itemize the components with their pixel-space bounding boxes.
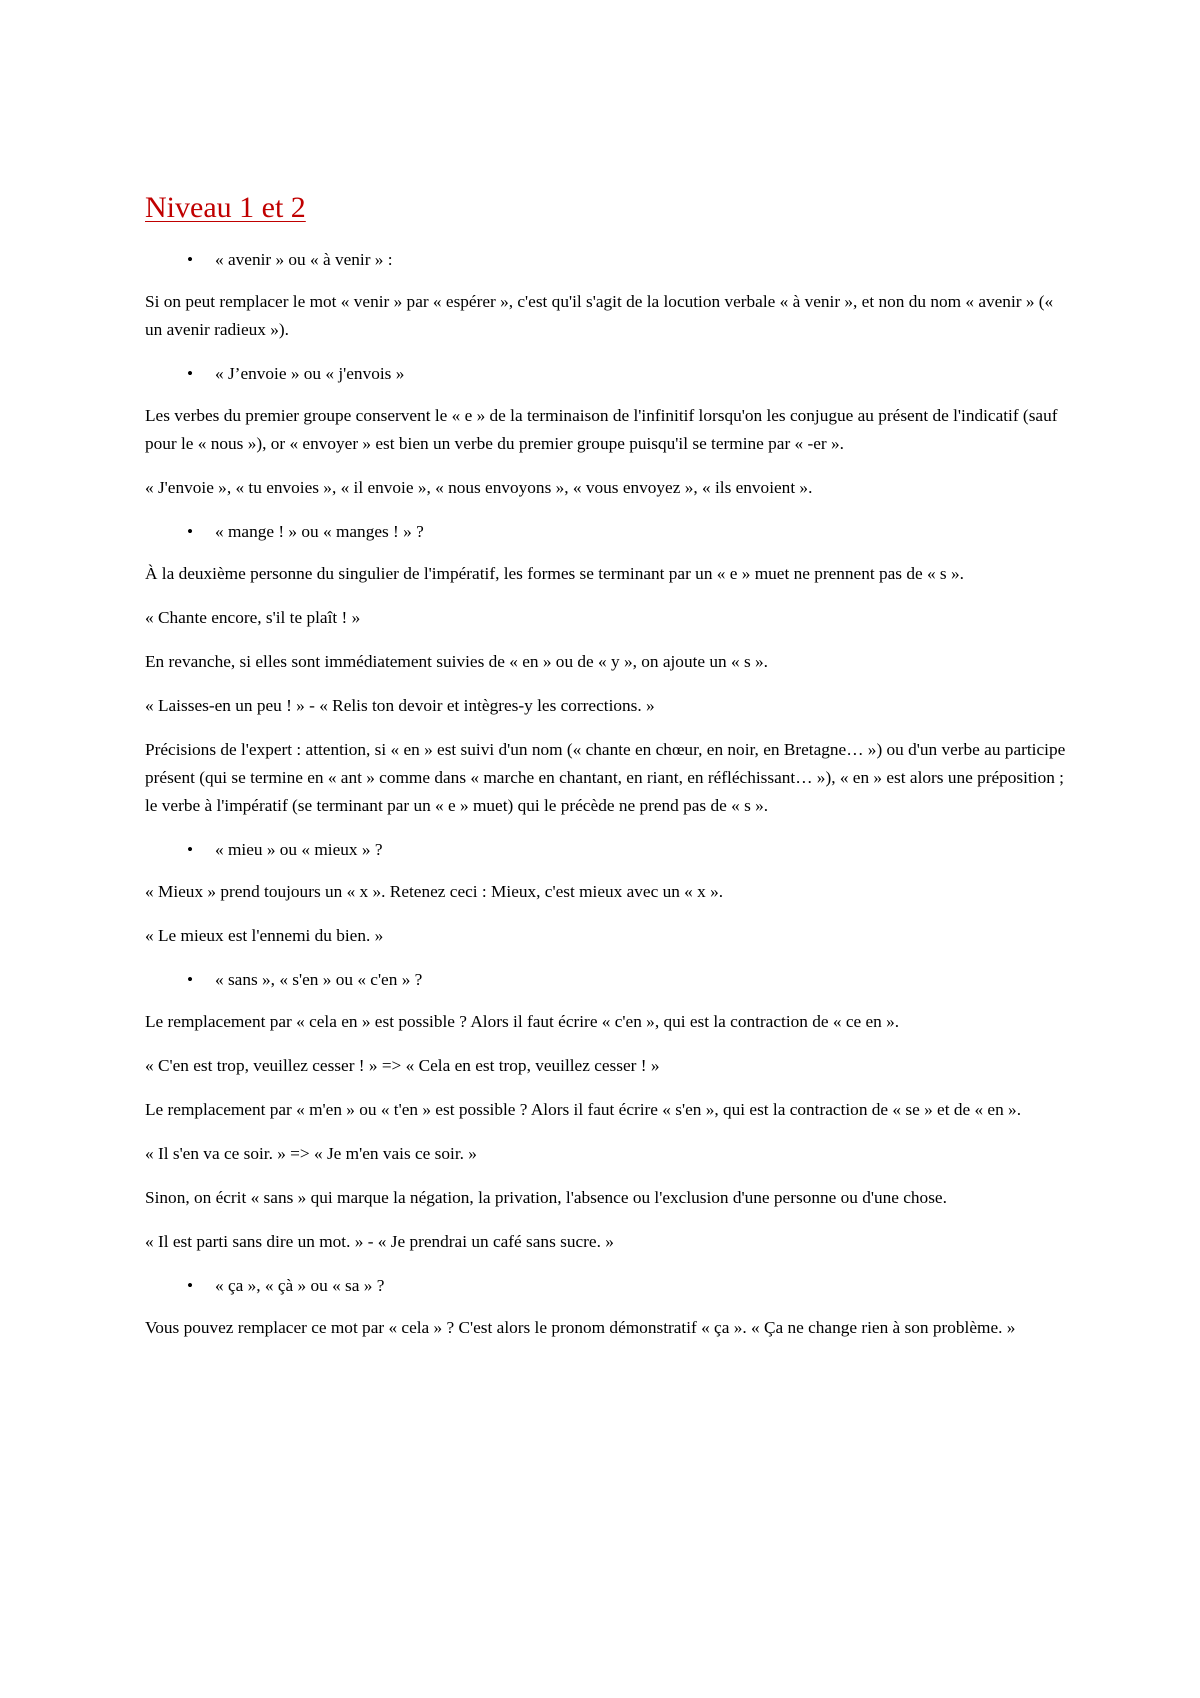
bullet-item xyxy=(145,836,1075,864)
bullet-item xyxy=(145,1272,1075,1300)
bullet-dot-icon: • xyxy=(187,250,194,269)
document-body xyxy=(145,246,1075,1342)
paragraph: Si on peut remplacer le mot « venir » par « espérer », c'est qu'il s'agit de la locution verbale « à venir », et non du nom « avenir » (« un avenir radieux »). xyxy=(145,292,1054,339)
paragraph: En revanche, si elles sont immédiatement suivies de « en » ou de « y », on ajoute un « s ». xyxy=(145,652,768,671)
paragraph: Les verbes du premier groupe conservent le « e » de la terminaison de l'infinitif lorsqu'on les conjugue au présent de l'indicatif (sauf pour le « nous »), or « envoyer » est bien un verbe du premier groupe puisqu'il se termine par « -er ». xyxy=(145,406,1058,453)
bullet-text: « ça », « çà » ou « sa » ? xyxy=(215,1276,385,1295)
paragraph: Le remplacement par « m'en » ou « t'en » est possible ? Alors il faut écrire « s'en », qui est la contraction de « se » et de « en ». xyxy=(145,1100,1022,1119)
bullet-text: « mieu » ou « mieux » ? xyxy=(215,840,383,859)
paragraph: « Il s'en va ce soir. » => « Je m'en vais ce soir. » xyxy=(145,1144,477,1163)
bullet-item xyxy=(145,966,1075,994)
bullet-text: « mange ! » ou « manges ! » ? xyxy=(215,522,424,541)
paragraph: « C'en est trop, veuillez cesser ! » => « Cela en est trop, veuillez cesser ! » xyxy=(145,1056,660,1075)
bullet-item xyxy=(145,246,1075,274)
bullet-text: « J’envoie » ou « j'envois » xyxy=(215,364,405,383)
paragraph: « Le mieux est l'ennemi du bien. » xyxy=(145,926,384,945)
paragraph: Le remplacement par « cela en » est possible ? Alors il faut écrire « c'en », qui est la contraction de « ce en ». xyxy=(145,1012,900,1031)
bullet-dot-icon: • xyxy=(187,522,194,541)
paragraph: « Laisses-en un peu ! » - « Relis ton devoir et intègres-y les corrections. » xyxy=(145,696,655,715)
bullet-item xyxy=(145,360,1075,388)
bullet-dot-icon: • xyxy=(187,364,194,383)
paragraph: Précisions de l'expert : attention, si « en » est suivi d'un nom (« chante en chœur, en noir, en Bretagne… ») ou d'un verbe au participe présent (qui se termine en « ant » comme dans « marche en chantant, en riant, en réfléchissant… »), « en » est alors une préposition ; le verbe à l'impératif (se terminant par un « e » muet) qui le précède ne prend pas de « s ». xyxy=(145,740,1066,815)
paragraph: « Chante encore, s'il te plaît ! » xyxy=(145,608,361,627)
paragraph: Sinon, on écrit « sans » qui marque la négation, la privation, l'absence ou l'exclusion d'une personne ou d'une chose. xyxy=(145,1188,947,1207)
bullet-text: « sans », « s'en » ou « c'en » ? xyxy=(215,970,423,989)
page-title: Niveau 1 et 2 xyxy=(145,191,306,224)
paragraph: À la deuxième personne du singulier de l'impératif, les formes se terminant par un « e » muet ne prennent pas de « s ». xyxy=(145,564,964,583)
bullet-dot-icon: • xyxy=(187,1276,194,1295)
paragraph: « Il est parti sans dire un mot. » - « Je prendrai un café sans sucre. » xyxy=(145,1232,614,1251)
bullet-dot-icon: • xyxy=(187,970,194,989)
paragraph: Vous pouvez remplacer ce mot par « cela » ? C'est alors le pronom démonstratif « ça ». « Ça ne change rien à son problème. » xyxy=(145,1318,1016,1337)
bullet-text: « avenir » ou « à venir » : xyxy=(215,250,393,269)
bullet-dot-icon: • xyxy=(187,840,194,859)
document-content xyxy=(145,188,1075,1358)
paragraph: « J'envoie », « tu envoies », « il envoie », « nous envoyons », « vous envoyez », « ils envoient ». xyxy=(145,478,813,497)
bullet-item xyxy=(145,518,1075,546)
paragraph: « Mieux » prend toujours un « x ». Retenez ceci : Mieux, c'est mieux avec un « x ». xyxy=(145,882,724,901)
